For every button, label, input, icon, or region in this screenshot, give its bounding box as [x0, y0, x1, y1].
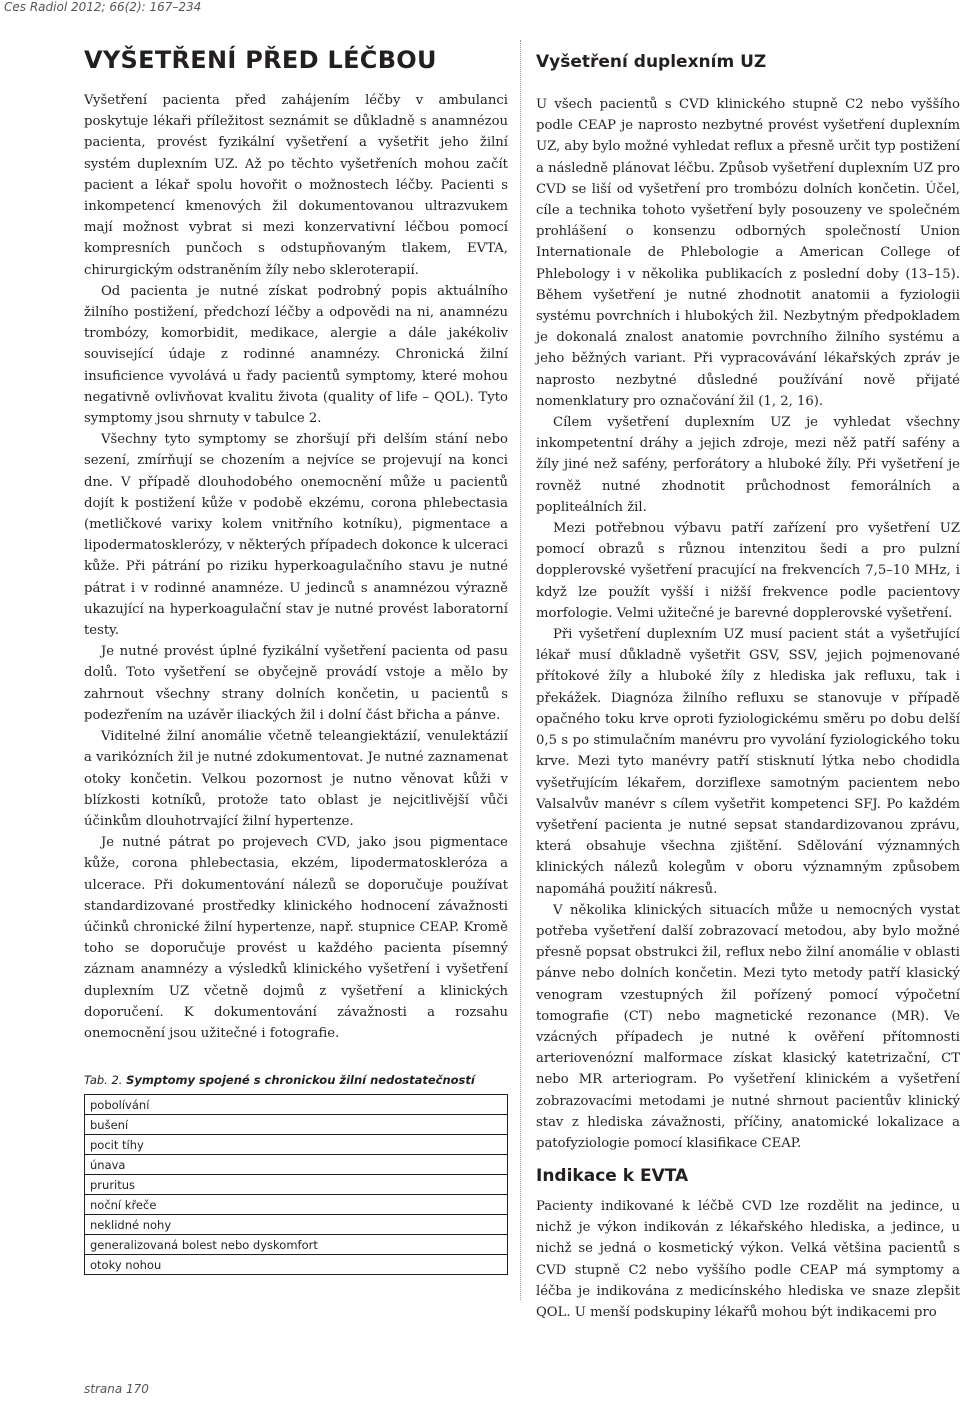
- left-body-text: [84, 90, 508, 1044]
- right-body-text: [536, 94, 960, 1154]
- table-row: [85, 1215, 508, 1235]
- right-body-text-2: [536, 1196, 960, 1323]
- paragraph: Při vyšetření duplexním UZ musí pacient stát a vyšetřující lékař musí důkladně vyšetřit GSV, SSV, jejich pojmenované přítokové žíly a hluboké žíly z hlediska jak refluxu, tak i překážek. Diagnóza žilního refluxu se stanovuje v případě opačného toku krve oproti fyziologickému směru po dobu delší 0,5 s po stimulačním manévru pro vyvolání fyziologického toku krve. Mezi tyto manévry patří stisknutí lýtka nebo chodidla vyšetřujícím lékařem, dorziflexe samotným pacientem nebo Valsalvův manévr s cílem vyšetřit kompetenci SFJ. Po každém vyšetření pacienta je nutné sepsat standardizovanou zprávu, která obsahuje všechna zjištění. Sdělování významných klinických nálezů kolegům v oboru významným způsobem napomáhá použití nákresů.: [536, 627, 960, 897]
- table-title: Symptomy spojené s chronickou žilní nedostatečností: [126, 1073, 475, 1087]
- table-row: [85, 1175, 508, 1195]
- page-number: strana 170: [84, 1382, 149, 1396]
- table-row: [85, 1115, 508, 1135]
- table-row: [85, 1135, 508, 1155]
- paragraph: Od pacienta je nutné získat podrobný popis aktuálního žilního postižení, předchozí léčby a odpovědi na ni, anamnézu trombózy, komorbidit, medikace, alergie a dále jakékoliv související údaje z rodinné anamnézy. Chronická žilní insuficience vyvolává u řady pacientů symptomy, které mohou negativně ovlivňovat kvalitu života (quality of life – QOL). Tyto symptomy jsou shrnuty v tabulce 2.: [84, 283, 508, 427]
- paragraph: Je nutné pátrat po projevech CVD, jako jsou pigmentace kůže, corona phlebectasia, ekzém, lipodermatoskleróza a ulcerace. Při dokumentování nálezů se doporučuje používat standardizované prostředky klinického hodnocení závažnosti účinků chronické žilní hypertenze, např. stupnice CEAP. Kromě toho se doporučuje provést u každého pacienta písemný záznam anamnézy a výsledků klinického vyšetření i vyšetření duplexním UZ včetně dojmů z vyšetření a klinických doporučení. K dokumentování závažnosti a rozsahu onemocnění jsou užitečné i fotografie.: [84, 835, 508, 1041]
- paragraph: V několika klinických situacích může u nemocných vystat potřeba vyšetření další zobrazovací metodou, aby bylo možné přesně popsat obstrukci žil, reflux nebo žilní anomálie v oblasti pánve nebo dolních končetin. Mezi tyto metody patří klasický venogram vzestupných žil pořízený pomocí výpočetní tomografie (CT) nebo magnetické rezonance (MR). Ve vzácných případech je nutné k ověření přítomnosti arteriovenózní malformace získat klasický katetrizační, CT nebo MR arteriogram. Po vyšetření klinickém a vyšetření zobrazovacími metodami je nutné shrnout pacientův klinický stav z hlediska závažnosti, příčiny, anatomické lokalizace a patofyziologie pomocí klasifikace CEAP.: [536, 902, 960, 1151]
- table-row: [85, 1155, 508, 1175]
- table-row: [85, 1095, 508, 1115]
- table-cell: pobolívání: [85, 1095, 508, 1115]
- table-cell: pocit tíhy: [85, 1135, 508, 1155]
- table-caption: [84, 1073, 508, 1087]
- subsection-heading-duplex: Vyšetření duplexním UZ: [536, 52, 767, 72]
- table-cell: neklidné nohy: [85, 1215, 508, 1235]
- section-title: VYŠETŘENÍ PŘED LÉČBOU: [84, 46, 437, 74]
- paragraph: Vyšetření pacienta před zahájením léčby v ambulanci poskytuje lékaři příležitost seznámit se důkladně s anamnézou pacienta, provést fyzikální vyšetření a vyšetřit jeho žilní systém duplexním UZ. Až po těchto vyšetřeních mohou začít pacient a lékař spolu hovořit o možnostech léčby. Pacienti s inkompetencí kmenových žil dokumentovanou ultrazvukem mají možnost vybrat si mezi konzervativní léčbou pomocí kompresních punčoch s odstupňovaným tlakem, EVTA, chirurgickým odstraněním žíly nebo skleroterapií.: [84, 93, 508, 278]
- table-cell: pruritus: [85, 1175, 508, 1195]
- paragraph: U všech pacientů s CVD klinického stupně C2 nebo vyššího podle CEAP je naprosto nezbytné provést vyšetření duplexním UZ, aby bylo možné vyhledat reflux a přesně určit typ postižení a následně plánovat léčbu. Způsob vyšetření duplexním UZ pro CVD se liší od vyšetření pro trombózu dolních končetin. Účel, cíle a technika tohoto vyšetření byly posouzeny ve společném prohlášení o konsenzu odborných společností Union Internationale de Phlebologie a American College of Phlebology i v několika publikacích z poslední doby (13–15). Během vyšetření je nutné zhodnotit anatomii a fyziologii systému povrchních i hlubokých žil. Nezbytným předpokladem je dokonalá znalost anatomie povrchního žilního systému a jeho běžných variant. Při vypracovávání lékařských zpráv je naprosto nezbytné důsledné používání nově přijaté nomenklatury pro označování žil (1, 2, 16).: [536, 97, 960, 409]
- journal-reference: Ces Radiol 2012; 66(2): 167–234: [4, 0, 202, 14]
- table-cell: bušení: [85, 1115, 508, 1135]
- paragraph: Pacienty indikované k léčbě CVD lze rozdělit na jedince, u nichž je výkon indikován z lékařského hlediska, a jedince, u nichž se jedná o kosmetický výkon. Velká většina pacientů s CVD stupně C2 nebo vyššího podle CEAP má symptomy a léčba je indikována z medicínského hlediska ve snaze zlepšit QOL. U menší podskupiny lékařů mohou být indikacemi pro: [536, 1199, 960, 1321]
- symptoms-table: [84, 1094, 508, 1275]
- table-cell: otoky nohou: [85, 1255, 508, 1275]
- table-row: [85, 1235, 508, 1255]
- table-label: Tab. 2.: [84, 1073, 123, 1087]
- paragraph: Viditelné žilní anomálie včetně teleangiektázií, venulektázií a varikózních žil je nutné zdokumentovat. Je nutné zaznamenat otoky končetin. Velkou pozornost je nutno věnovat kůži v blízkosti kotníků, protože tato oblast je nejcitlivější vůči účinkům dlouhotrvající žilní hypertenze.: [84, 729, 508, 829]
- paragraph: Mezi potřebnou výbavu patří zařízení pro vyšetření UZ pomocí obrazů s různou intenzitou šedi a pro pulzní dopplerovské vyšetření pracující na frekvencích 7,5–10 MHz, i když lze použít vyšší i nižší frekvence podle pacientovy morfologie. Velmi užitečné je barevné dopplerovské vyšetření.: [536, 521, 960, 621]
- subsection-heading-indications: Indikace k EVTA: [536, 1166, 689, 1186]
- table-cell: generalizovaná bolest nebo dyskomfort: [85, 1235, 508, 1255]
- column-divider: [520, 40, 521, 1300]
- table-cell: únava: [85, 1155, 508, 1175]
- table-cell: noční křeče: [85, 1195, 508, 1215]
- paragraph: Je nutné provést úplné fyzikální vyšetření pacienta od pasu dolů. Toto vyšetření se obyčejně provádí vstoje a mělo by zahrnout všechny strany dolních končetin, u pacientů s podezřením na uzávěr iliackých žil i dolní část břicha a pánve.: [84, 644, 508, 723]
- paragraph: Všechny tyto symptomy se zhoršují při delším stání nebo sezení, zmírňují se chozením a nejvíce se projevují na konci dne. V případě dlouhodobého onemocnění může u pacientů dojít k postižení kůže v podobě ekzému, corona phlebectasia (metličkové varixy kolem vnitřního kotníku), pigmentace a lipodermatosklerózy, v některých případech dokonce k ulceraci kůže. Při pátrání po riziku hyperkoagulačního stavu je nutné pátrat i v rodinné anamnéze. U jedinců s anamnézou výrazně ukazující na hyperkoagulační stav je nutné provést laboratorní testy.: [84, 432, 508, 639]
- paragraph: Cílem vyšetření duplexním UZ je vyhledat všechny inkompetentní dráhy a jejich zdroje, mezi něž patří safény a žíly jiné než safény, perforátory a hluboké žíly. Při vyšetření je rovněž nutné zhodnotit průchodnost femorálních a popliteálních žil.: [536, 415, 960, 515]
- table-row: [85, 1195, 508, 1215]
- table-row: [85, 1255, 508, 1275]
